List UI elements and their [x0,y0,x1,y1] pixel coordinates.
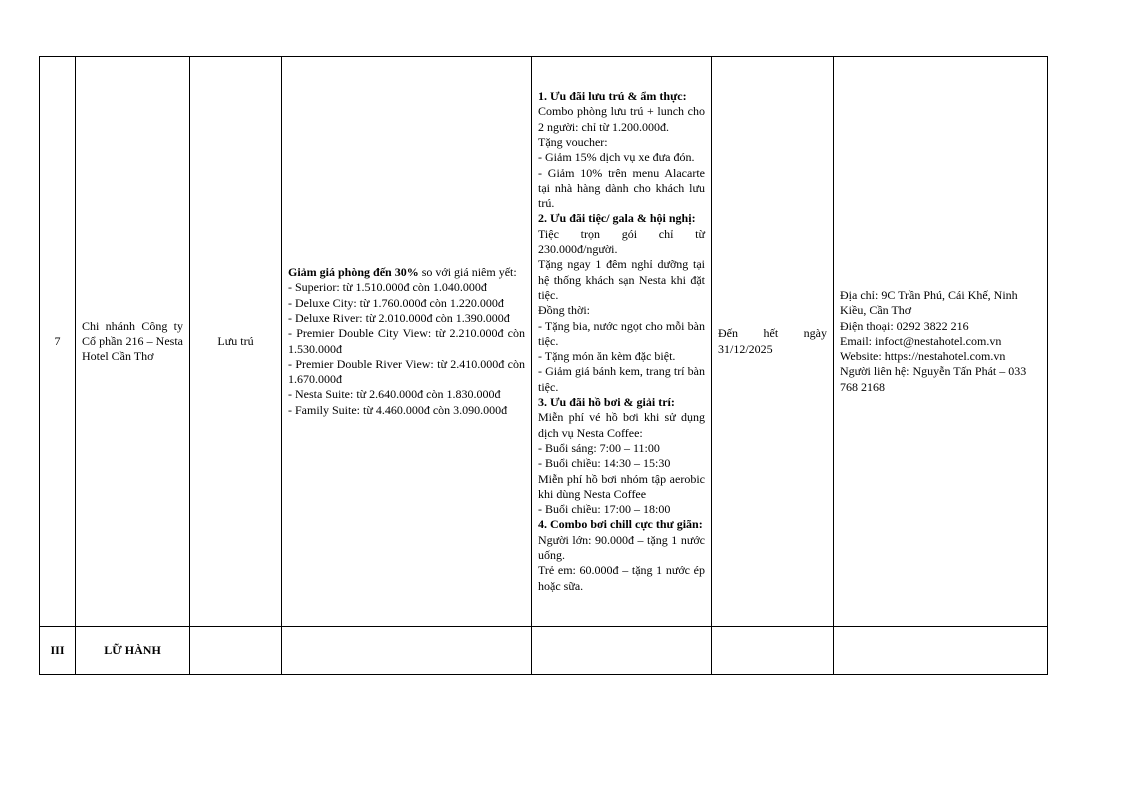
contact-email: Email: infoct@nestahotel.com.vn [840,333,1002,348]
offer-line: Người lớn: 90.000đ – tặng 1 nước uống. [538,532,705,562]
discount-headline: Giảm giá phòng đến 30% [288,265,419,280]
section-row [40,627,1048,675]
empty-cell [282,627,532,675]
offer-line: Tặng ngay 1 đêm nghỉ dưỡng tại hệ thống khách sạn Nesta khi đặt tiệc. [538,257,705,302]
contact-person: Người liên hệ: Nguyễn Tấn Phát – 033 768 2168 [840,364,1027,394]
contact-address: Địa chỉ: 9C Trần Phú, Cái Khế, Ninh Kiều, Cần Thơ [840,287,1018,318]
service-type: Lưu trú [190,57,282,627]
offer-line: - Buổi chiều: 17:00 – 18:00 [538,502,671,517]
discount-item: - Superior: từ 1.510.000đ còn 1.040.000đ [288,280,487,295]
offer-line: - Giảm giá bánh kem, trang trí bàn tiệc. [538,364,705,394]
offer-section-title: 4. Combo bơi chill cực thư giãn: [538,517,703,532]
offer-line: - Tặng món ăn kèm đặc biệt. [538,349,676,364]
empty-cell [712,627,834,675]
table-row [40,57,1048,627]
offer-line: - Giảm 10% trên menu Alacarte tại nhà hàng dành cho khách lưu trú. [538,165,705,211]
offer-line: Tặng voucher: [538,134,608,149]
offer-line: Đồng thời: [538,303,591,318]
discount-headline-rest: so với giá niêm yết: [418,265,517,280]
room-discount-cell [282,57,532,627]
validity-period: Đến hết ngày 31/12/2025 [712,57,834,627]
offer-line: Miễn phí hồ bơi nhóm tập aerobic khi dùng Nesta Coffee [538,471,705,501]
offer-line: - Buổi sáng: 7:00 – 11:00 [538,440,660,455]
section-number: III [40,627,76,675]
offer-line: - Buổi chiều: 14:30 – 15:30 [538,456,671,471]
offer-line: - Tặng bia, nước ngọt cho mỗi bàn tiệc. [538,318,705,348]
discount-item: - Deluxe City: từ 1.760.000đ còn 1.220.000đ [288,295,504,310]
partner-offers-table [39,56,1048,675]
contact-cell [834,57,1048,627]
contact-website: Website: https://nestahotel.com.vn [840,349,1006,364]
discount-item: - Premier Double City View: từ 2.210.000đ còn 1.530.000đ [288,326,525,356]
offers-cell [532,57,712,627]
contact-phone: Điện thoại: 0292 3822 216 [840,318,969,333]
empty-cell [834,627,1048,675]
offer-section-title: 3. Ưu đãi hồ bơi & giải trí: [538,395,675,410]
discount-item: - Deluxe River: từ 2.010.000đ còn 1.390.000đ [288,310,510,325]
section-title: LỮ HÀNH [76,627,190,675]
offer-section-title: 1. Ưu đãi lưu trú & ẩm thực: [538,89,687,104]
empty-cell [532,627,712,675]
row-number: 7 [40,57,76,627]
discount-item: - Premier Double River View: từ 2.410.000đ còn 1.670.000đ [288,356,525,387]
offer-line: Miễn phí vé hồ bơi khi sử dụng dịch vụ Nesta Coffee: [538,410,705,440]
offer-line: Combo phòng lưu trú + lunch cho 2 người: chỉ từ 1.200.000đ. [538,104,705,134]
offer-line: Tiệc trọn gói chỉ từ 230.000đ/người. [538,226,705,257]
discount-item: - Nesta Suite: từ 2.640.000đ còn 1.830.000đ [288,387,501,402]
discount-item: - Family Suite: từ 4.460.000đ còn 3.090.000đ [288,402,508,417]
offer-section-title: 2. Ưu đãi tiệc/ gala & hội nghị: [538,211,696,226]
offer-line: Trẻ em: 60.000đ – tặng 1 nước ép hoặc sữa. [538,563,705,593]
partner-name: Chi nhánh Công ty Cổ phần 216 – Nesta Hotel Cần Thơ [76,57,190,627]
empty-cell [190,627,282,675]
offer-line: - Giảm 15% dịch vụ xe đưa đón. [538,150,695,165]
